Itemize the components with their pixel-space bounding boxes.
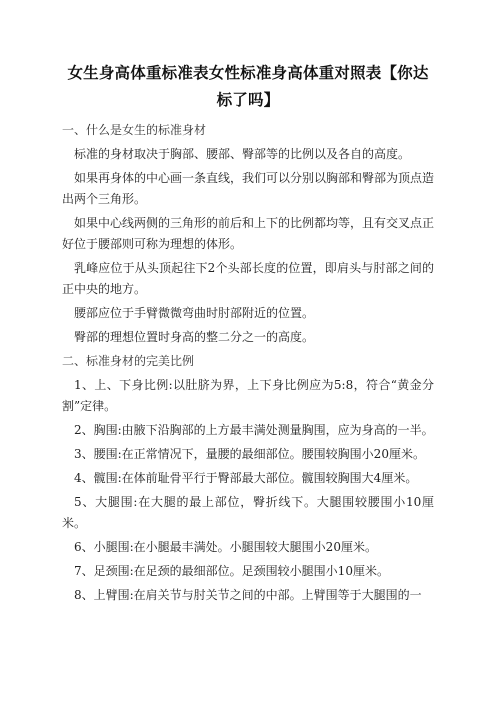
paragraph: 7、足颈围:在足颈的最细部位。足颈围较小腿围小10厘米。 xyxy=(74,564,389,578)
document-page xyxy=(62,60,434,606)
paragraph: 2、胸围:由腋下沿胸部的上方最丰满处测量胸围，应为身高的一半。 xyxy=(74,423,434,437)
section-heading-1: 一、什么是女生的标准身材 xyxy=(62,123,207,137)
paragraph: 8、上臂围:在肩关节与肘关节之间的中部。上臂围等于大腿围的一 xyxy=(74,588,422,602)
paragraph: 腰部应位于手臂微微弯曲时肘部附近的位置。 xyxy=(74,306,315,320)
paragraph: 标准的身材取决于胸部、腰部、臀部等的比例以及各自的高度。 xyxy=(74,147,411,161)
paragraph: 如果再身体的中心画一条直线，我们可以分别以胸部和臀部为顶点造出两个三角形。 xyxy=(62,171,435,206)
paragraph: 5、大腿围:在大腿的最上部位，臀折线下。大腿围较腰围小10厘米。 xyxy=(62,495,434,530)
paragraph: 4、髋围:在体前耻骨平行于臀部最大部位。髋围较胸围大4厘米。 xyxy=(74,471,418,485)
paragraph: 乳峰应位于从头顶起往下2个头部长度的位置，即肩头与肘部之间的正中央的地方。 xyxy=(62,261,434,296)
paragraph: 1、上、下身比例:以肚脐为界，上下身比例应为5:8，符合“黄金分割”定律。 xyxy=(62,378,434,413)
paragraph: 6、小腿围:在小腿最丰满处。小腿围较大腿围小20厘米。 xyxy=(74,540,377,554)
paragraph: 臀部的理想位置时身高的整二分之一的高度。 xyxy=(74,330,315,344)
paragraph: 3、腰围:在正常情况下，量腰的最细部位。腰围较胸围小20厘米。 xyxy=(74,447,425,461)
section-heading-2: 二、标准身材的完美比例 xyxy=(62,354,195,368)
paragraph: 如果中心线两侧的三角形的前后和上下的比例都均等，且有交叉点正好位于腰部则可称为理想的体形。 xyxy=(62,216,435,251)
document-title: 女生身高体重标准表女性标准身高体重对照表【你达标了吗】 xyxy=(67,64,429,109)
